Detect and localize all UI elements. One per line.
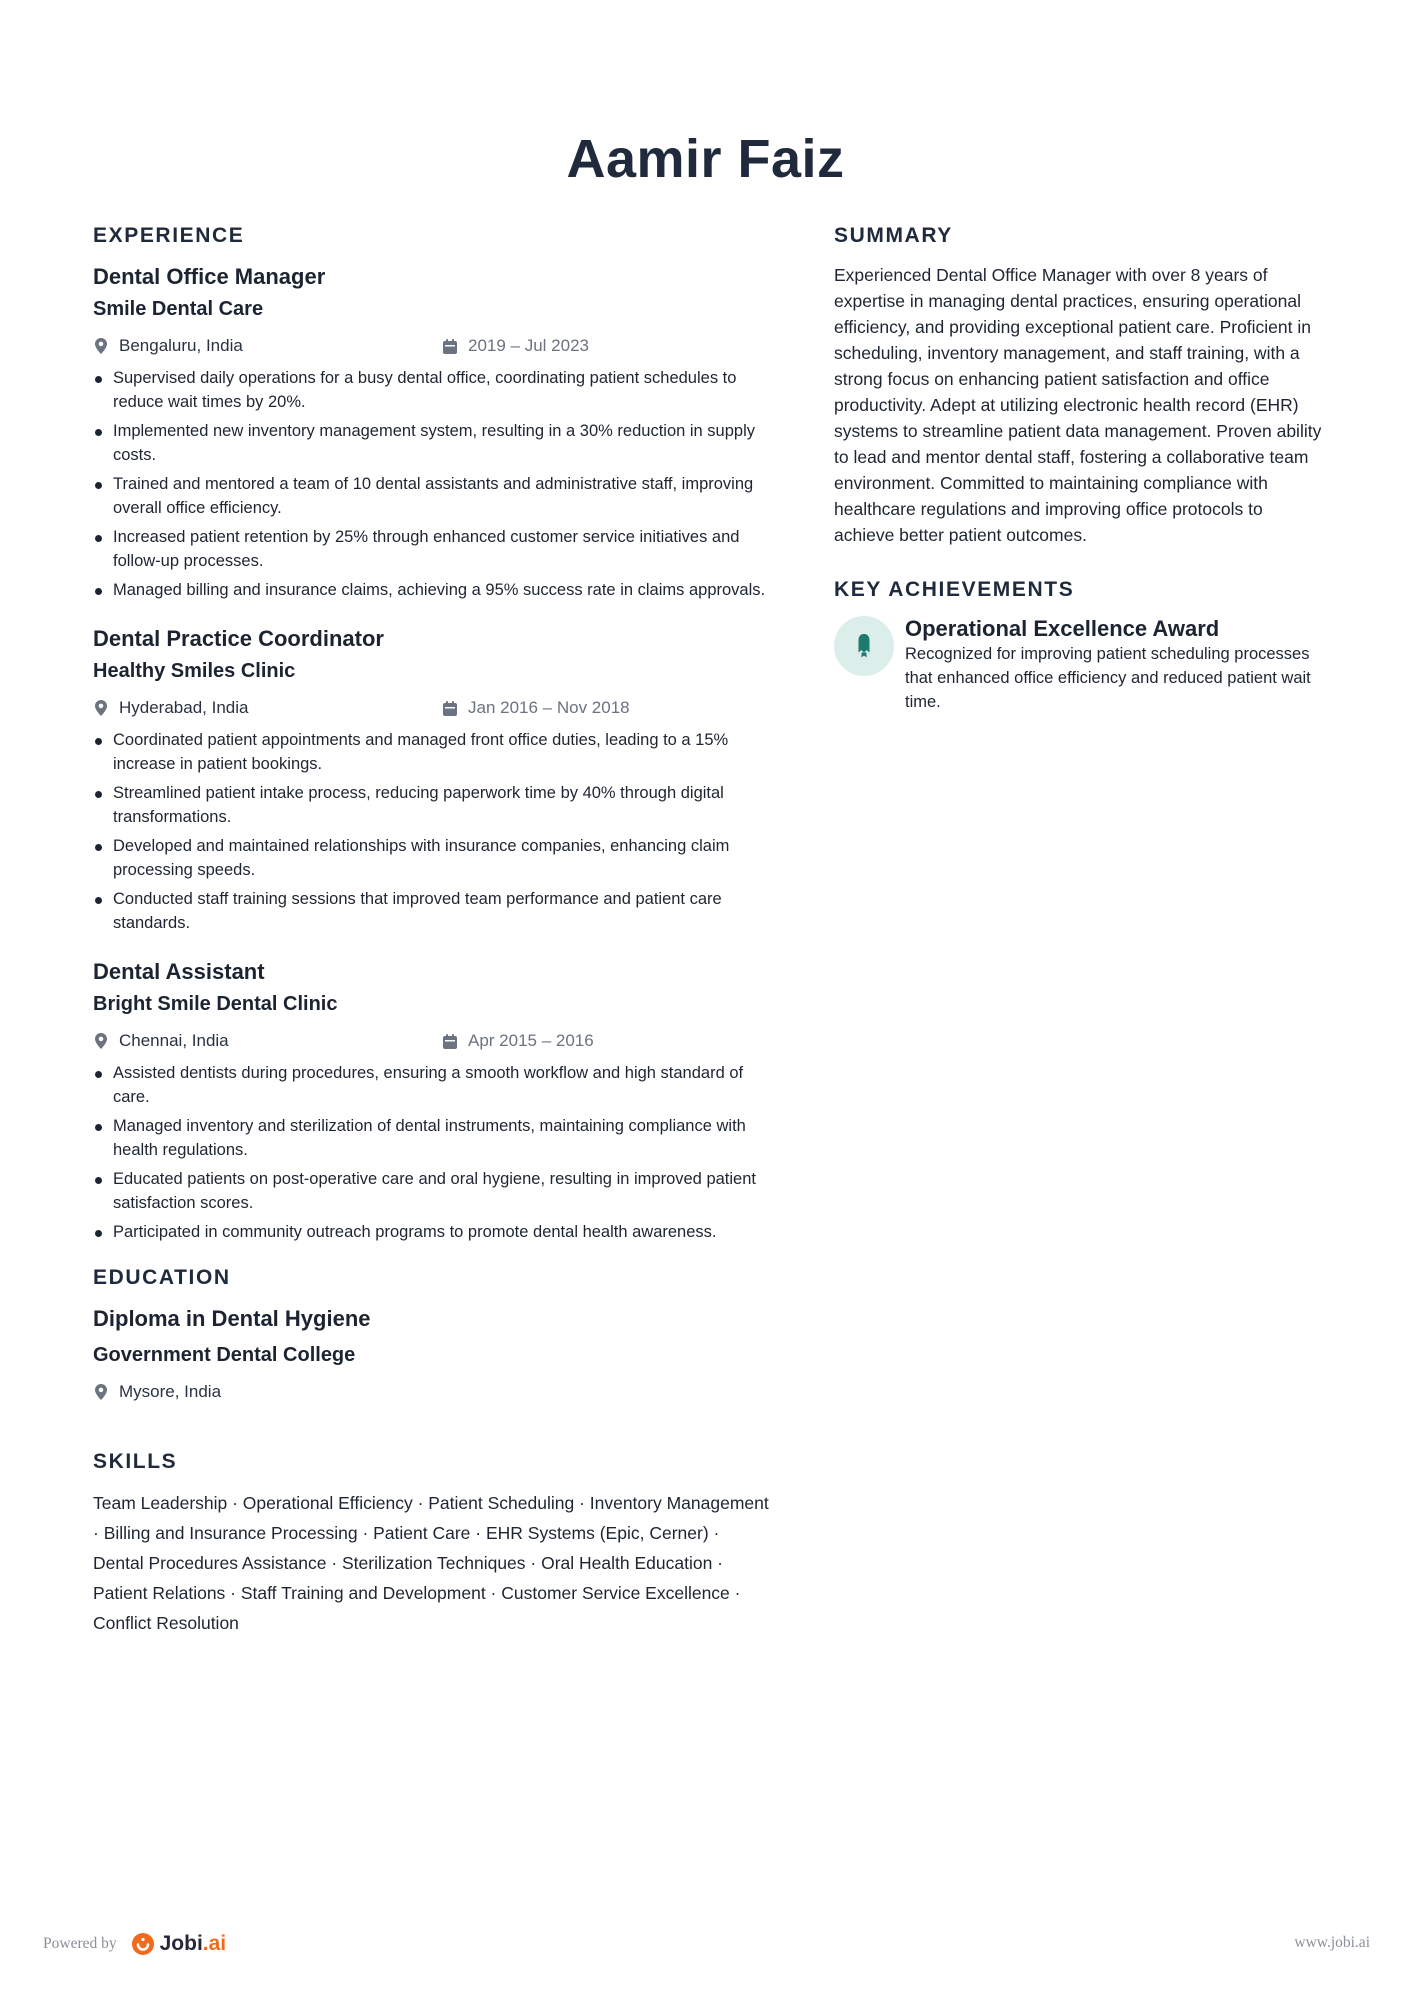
achievements-section — [834, 578, 1324, 714]
bullet-item: Conducted staff training sessions that improved team performance and patient care standards. — [93, 887, 773, 935]
job-bullets — [93, 1061, 773, 1244]
job-location — [93, 336, 442, 356]
bullet-item: Developed and maintained relationships with insurance companies, enhancing claim processing speeds. — [93, 834, 773, 882]
job-title: Dental Office Manager — [93, 264, 326, 289]
left-column — [93, 224, 773, 1638]
skills-text: Team Leadership · Operational Efficiency · Patient Scheduling · Inventory Management · Billing and Insurance Processing · Patient Care · EHR Systems (Epic, Cerner) · Dental Procedures Assistance · Sterilization Techniques · Oral Health Education · Patient Relations · Staff Training and Development · Customer Service Excellence · Conflict Resolution — [93, 1493, 769, 1633]
job-dates — [442, 1031, 594, 1051]
achievements-heading: KEY ACHIEVEMENTS — [834, 578, 1075, 601]
brand-suffix: .ai — [202, 1932, 227, 1955]
job-company: Smile Dental Care — [93, 298, 264, 320]
date-text: Apr 2015 – 2016 — [468, 1031, 594, 1050]
calendar-icon — [442, 700, 458, 717]
jobi-logo[interactable] — [131, 1932, 227, 1956]
powered-by-text: Powered by — [43, 1935, 117, 1952]
bullet-item: Supervised daily operations for a busy dental office, coordinating patient schedules to reduce wait times by 20%. — [93, 366, 773, 414]
degree: Diploma in Dental Hygiene — [93, 1306, 371, 1331]
job-dates — [442, 698, 630, 718]
bullet-item: Implemented new inventory management system, resulting in a 30% reduction in supply costs. — [93, 419, 773, 467]
skills-heading: SKILLS — [93, 1450, 178, 1473]
right-column — [834, 224, 1324, 714]
bullet-item: Managed inventory and sterilization of dental instruments, maintaining compliance with health regulations. — [93, 1114, 773, 1162]
jobi-logo-text — [160, 1932, 227, 1956]
brand-name: Jobi — [159, 1932, 203, 1955]
job-meta — [93, 332, 773, 360]
education-section — [93, 1266, 773, 1406]
bullet-item: Trained and mentored a team of 10 dental assistants and administrative staff, improving overall office efficiency. — [93, 472, 773, 520]
achievement-description: Recognized for improving patient scheduling processes that enhanced office efficiency and reduced patient wait time. — [905, 645, 1311, 711]
location-pin-icon — [93, 1383, 109, 1401]
calendar-icon — [442, 338, 458, 355]
calendar-icon — [442, 1033, 458, 1050]
bullet-item: Streamlined patient intake process, reducing paperwork time by 40% through digital transformations. — [93, 781, 773, 829]
job-company: Bright Smile Dental Clinic — [93, 993, 338, 1015]
job-dates — [442, 336, 589, 356]
location-text: Mysore, India — [119, 1382, 222, 1401]
job-bullets — [93, 366, 773, 602]
experience-item — [93, 624, 773, 935]
location-text: Bengaluru, India — [119, 336, 243, 355]
school: Government Dental College — [93, 1344, 356, 1366]
education-meta — [93, 1378, 773, 1406]
job-title: Dental Assistant — [93, 959, 265, 984]
bullet-item: Increased patient retention by 25% through enhanced customer service initiatives and follow-up processes. — [93, 525, 773, 573]
bullet-item: Participated in community outreach programs to promote dental health awareness. — [93, 1220, 773, 1244]
job-meta — [93, 1027, 773, 1055]
experience-item — [93, 262, 773, 602]
job-location — [93, 698, 442, 718]
footer-url[interactable]: www.jobi.ai — [1294, 1934, 1370, 1951]
education-location — [93, 1382, 442, 1402]
achievement-item — [834, 616, 1324, 714]
location-text: Hyderabad, India — [119, 698, 249, 717]
location-pin-icon — [93, 1032, 109, 1050]
footer-branding — [43, 1932, 226, 1956]
ribbon-icon — [834, 616, 894, 676]
experience-list — [93, 262, 773, 1244]
date-text: 2019 – Jul 2023 — [468, 336, 589, 355]
experience-item — [93, 957, 773, 1244]
location-pin-icon — [93, 337, 109, 355]
achievement-body — [905, 616, 1324, 714]
job-company: Healthy Smiles Clinic — [93, 660, 296, 682]
location-pin-icon — [93, 699, 109, 717]
job-bullets — [93, 728, 773, 935]
bullet-item: Coordinated patient appointments and managed front office duties, leading to a 15% increase in patient bookings. — [93, 728, 773, 776]
education-heading: EDUCATION — [93, 1266, 231, 1289]
bullet-item: Managed billing and insurance claims, achieving a 95% success rate in claims approvals. — [93, 578, 773, 602]
summary-heading: SUMMARY — [834, 224, 953, 247]
achievement-title: Operational Excellence Award — [905, 616, 1220, 641]
location-text: Chennai, India — [119, 1031, 229, 1050]
date-text: Jan 2016 – Nov 2018 — [468, 698, 630, 717]
job-meta — [93, 694, 773, 722]
bullet-item: Assisted dentists during procedures, ensuring a smooth workflow and high standard of care. — [93, 1061, 773, 1109]
jobi-logo-icon — [131, 1932, 155, 1956]
summary-text: Experienced Dental Office Manager with over 8 years of expertise in managing dental practices, ensuring operational efficiency, and providing exceptional patient care. Proficient in scheduling, inventory management, and staff training, with a strong focus on enhancing patient satisfaction and office productivity. Adept at utilizing electronic health record (EHR) systems to streamline patient data management. Proven ability to lead and mentor dental staff, fostering a collaborative team environment. Committed to maintaining compliance with healthcare regulations and improving office protocols to achieve better patient outcomes. — [834, 265, 1322, 545]
job-title: Dental Practice Coordinator — [93, 626, 384, 651]
job-location — [93, 1031, 442, 1051]
experience-heading: EXPERIENCE — [93, 224, 245, 247]
bullet-item: Educated patients on post-operative care and oral hygiene, resulting in improved patient satisfaction scores. — [93, 1167, 773, 1215]
candidate-name: Aamir Faiz — [566, 129, 845, 189]
skills-section — [93, 1450, 773, 1638]
